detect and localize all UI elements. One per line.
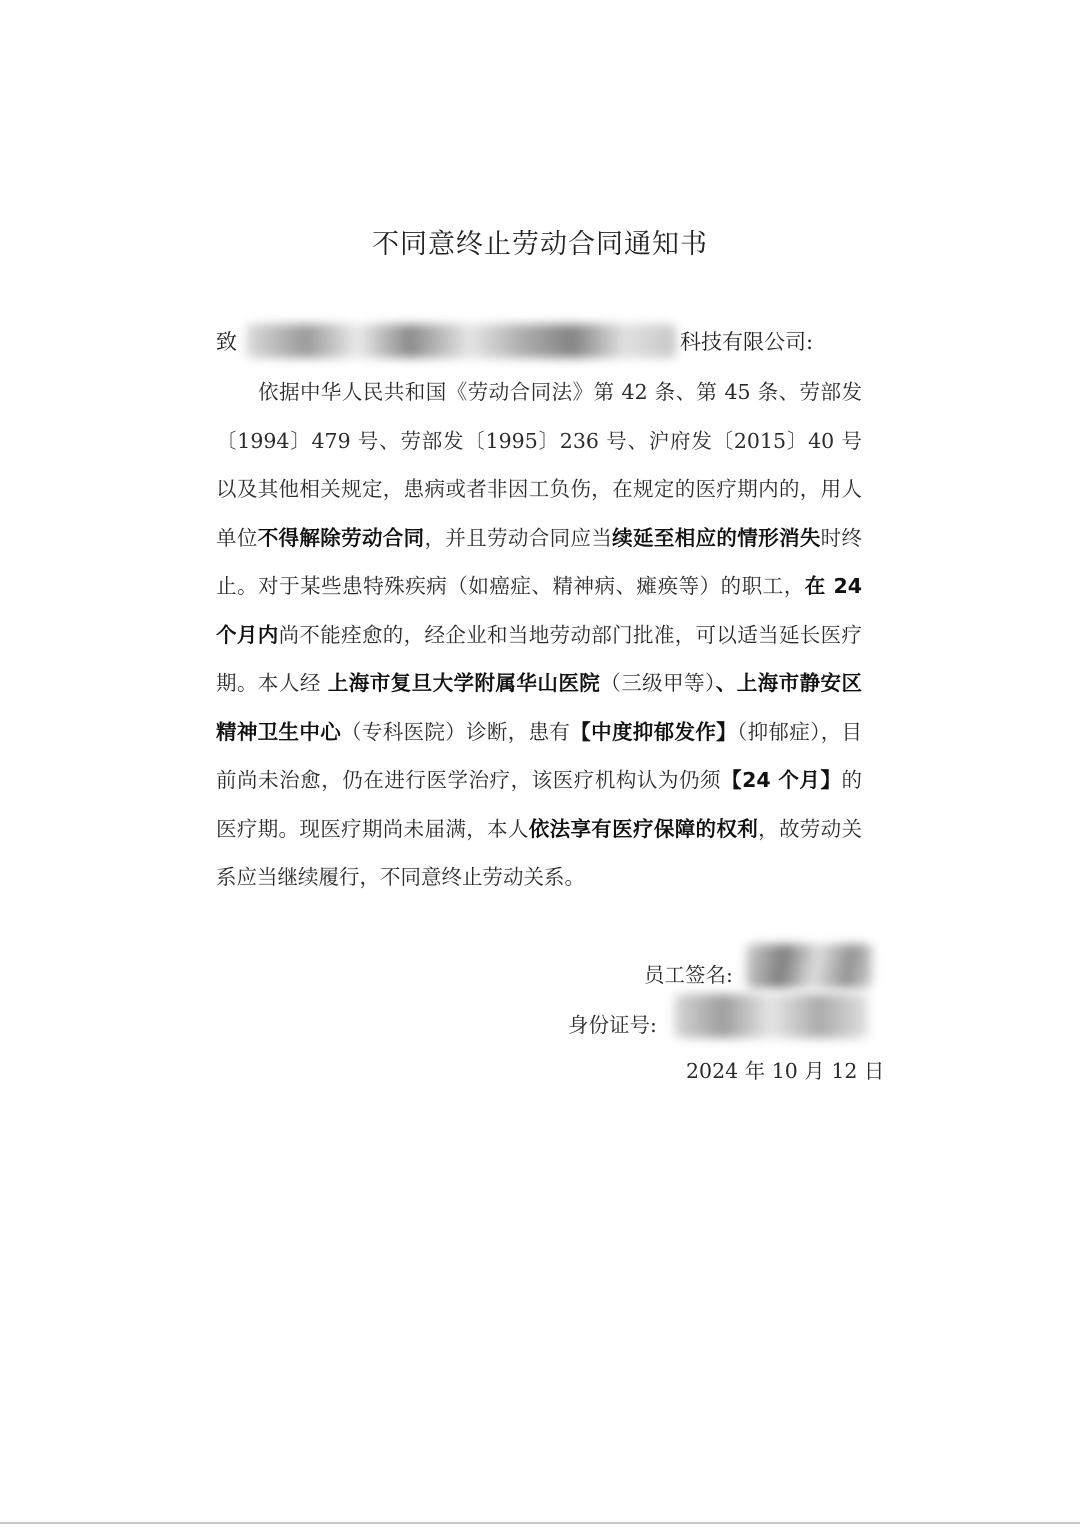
- body-bold-segment: 【中度抑郁发作】: [570, 719, 737, 744]
- body-bold-segment: 、上海市静安区精神卫生中心: [216, 671, 863, 744]
- id-number-redaction: [674, 994, 868, 1038]
- body-bold-segment: 上海市复旦大学附属华山医院: [327, 671, 601, 695]
- addressee-company-suffix: 科技有限公司:: [680, 330, 814, 354]
- addressee-line: [216, 322, 866, 362]
- body-text-segment: 时终止。对于某些患特殊疾病（如癌症、精神病、瘫痪等）的职工，: [216, 525, 863, 598]
- document-date: 2024 年 10 月 12 日: [686, 1059, 885, 1083]
- body-bold-segment: 不得解除劳动合同: [257, 525, 425, 550]
- page-bottom-edge: [0, 1522, 1080, 1524]
- body-bold-segment: 【24 个月】: [721, 768, 842, 792]
- company-name-redaction: [246, 324, 676, 358]
- body-text-segment: ，并且劳动合同应当: [424, 525, 613, 550]
- body-bold-segment: 续延至相应的情形消失: [612, 525, 821, 550]
- addressee-prefix: 致: [216, 330, 237, 354]
- body-text-segment: 依据中华人民共和国《劳动合同法》第 42 条、第 45 条、劳部发〔1994〕479 号、劳部发〔1995〕236 号、沪府发〔2015〕40 号以及其他相关规定，患病或者非因工负伤，在规定的医疗期内的，用人单位: [216, 380, 862, 550]
- body-text-segment: 尚不能痊愈的，经企业和当地劳动部门批准，可以适当延长医疗期。本人经: [216, 622, 863, 695]
- body-bold-segment: 依法享有医疗保障的权利: [528, 816, 759, 841]
- signature-redaction: [746, 944, 872, 988]
- body-bold-segment: 在 24 个月内: [216, 574, 863, 647]
- body-text-segment: 的医疗期。现医疗期尚未届满，本人: [216, 768, 863, 841]
- body-paragraph: [216, 368, 862, 902]
- body-text-segment: （专科医院）诊断，患有: [341, 719, 571, 744]
- employee-signature-label: 员工签名:: [644, 963, 733, 987]
- body-text-segment: ，故劳动关系应当继续履行，不同意终止劳动关系。: [216, 816, 863, 889]
- document-title: 不同意终止劳动合同通知书: [372, 229, 708, 260]
- id-number-label: 身份证号:: [568, 1013, 657, 1037]
- body-text-segment: （抑郁症），目前尚未治愈，仍在进行医学治疗，该医疗机构认为仍须: [216, 719, 863, 792]
- body-text-segment: （三级甲等）: [600, 671, 716, 695]
